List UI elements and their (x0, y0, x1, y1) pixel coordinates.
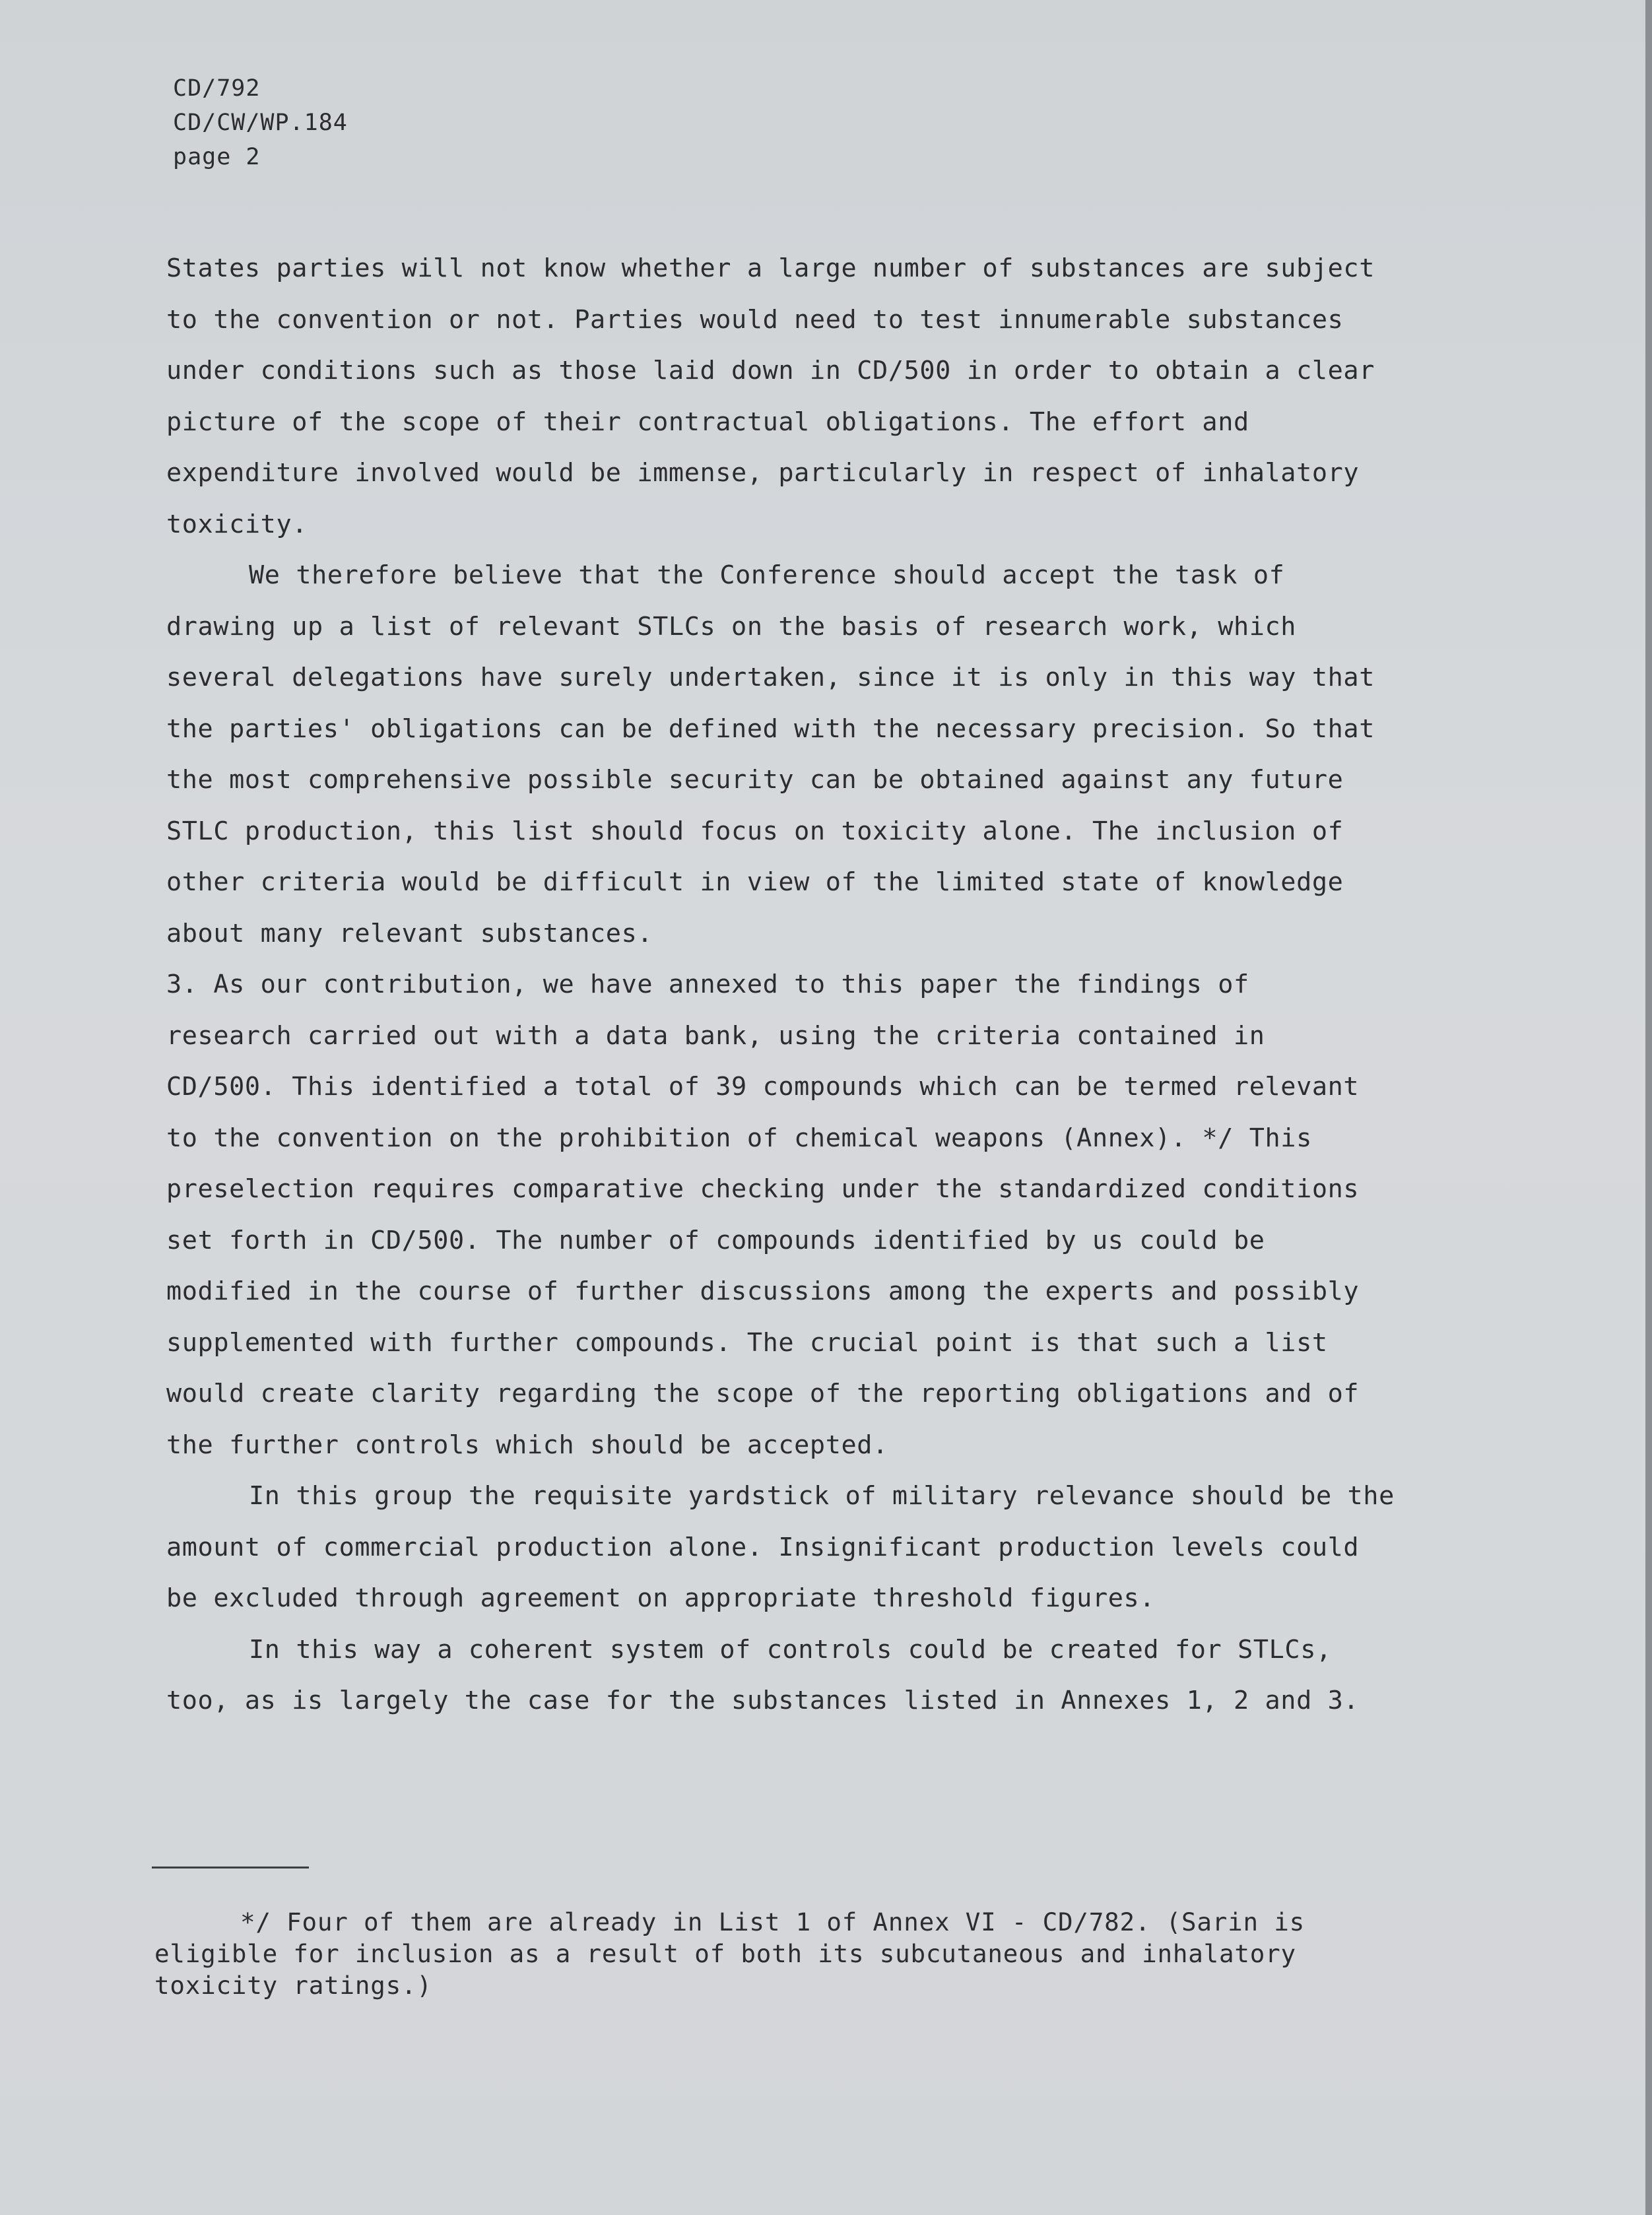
body-line: other criteria would be difficult in view of the limited state of knowledge (166, 867, 1344, 897)
body-line: to the convention or not. Parties would need to test innumerable substances (166, 304, 1344, 335)
body-line: about many relevant substances. (166, 918, 653, 948)
body-line: toxicity. (166, 509, 308, 539)
body-line: research carried out with a data bank, using the criteria contained in (166, 1020, 1265, 1051)
scan-edge (1645, 0, 1652, 2215)
body-line: drawing up a list of relevant STLCs on the basis of research work, which (166, 611, 1297, 642)
body-line: to the convention on the prohibition of chemical weapons (Annex). */ This (166, 1123, 1312, 1153)
body-line: We therefore believe that the Conference should accept the task of (249, 560, 1285, 590)
working-paper-id: CD/CW/WP.184 (173, 110, 348, 136)
body-line: In this way a coherent system of controls could be created for STLCs, (249, 1634, 1332, 1665)
body-line: modified in the course of further discussions among the experts and possibly (166, 1276, 1360, 1306)
footnote-line: eligible for inclusion as a result of both its subcutaneous and inhalatory (154, 1939, 1296, 1968)
document-header (173, 71, 348, 174)
document-id: CD/792 (173, 75, 261, 102)
body-line: States parties will not know whether a large number of substances are subject (166, 253, 1375, 283)
footnotes (154, 1906, 1507, 2001)
page-number: page 2 (173, 144, 261, 170)
body-line: In this group the requisite yardstick of military relevance should be the (249, 1481, 1395, 1511)
body-line: set forth in CD/500. The number of compounds identified by us could be (166, 1225, 1265, 1255)
body-line: would create clarity regarding the scope of the reporting obligations and of (166, 1379, 1360, 1408)
body-line: amount of commercial production alone. Insignificant production levels could (166, 1532, 1360, 1562)
body-line: 3. As our contribution, we have annexed to this paper the findings of (166, 970, 1249, 999)
footnote-line: */ Four of them are already in List 1 of Annex VI - CD/782. (Sarin is (240, 1907, 1305, 1936)
body-line: expenditure involved would be immense, particularly in respect of inhalatory (166, 458, 1360, 488)
body-line: the further controls which should be accepted. (166, 1430, 888, 1460)
body-line: STLC production, this list should focus on toxicity alone. The inclusion of (166, 816, 1344, 846)
body-line: CD/500. This identified a total of 39 compounds which can be termed relevant (166, 1072, 1360, 1102)
body-line: the most comprehensive possible security can be obtained against any future (166, 765, 1344, 795)
footnote-line: toxicity ratings.) (154, 1971, 432, 2000)
body-line: preselection requires comparative checking under the standardized conditions (166, 1174, 1360, 1204)
body-line: too, as is largely the case for the substances listed in Annexes 1, 2 and 3. (166, 1686, 1360, 1715)
footnote-separator (152, 1867, 309, 1868)
body-line: several delegations have surely undertaken, since it is only in this way that (166, 663, 1375, 692)
body-line: picture of the scope of their contractual obligations. The effort and (166, 407, 1249, 437)
body-line: be excluded through agreement on appropriate threshold figures. (166, 1583, 1156, 1613)
body-line: supplemented with further compounds. The crucial point is that such a list (166, 1327, 1328, 1358)
body-line: under conditions such as those laid down in CD/500 in order to obtain a clear (166, 356, 1375, 385)
body-text (166, 243, 1506, 1727)
body-line: the parties' obligations can be defined with the necessary precision. So that (166, 713, 1375, 744)
